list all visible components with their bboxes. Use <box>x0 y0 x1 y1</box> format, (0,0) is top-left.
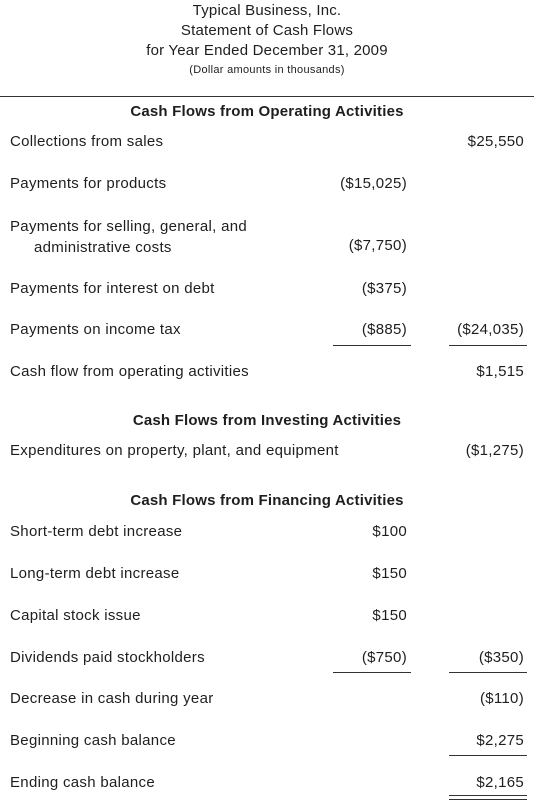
investing-heading: Cash Flows from Investing Activities <box>132 412 402 429</box>
row-label: Payments on income tax <box>10 321 181 338</box>
total-value: $25,550 <box>467 133 524 150</box>
total-value: ($350) <box>478 649 524 666</box>
company-name: Typical Business, Inc. <box>192 2 342 19</box>
detail-value: ($15,025) <box>340 175 407 192</box>
row-label: Capital stock issue <box>10 607 141 624</box>
row-expenditures-ppe <box>0 442 534 464</box>
row-payments-for-products <box>0 175 534 197</box>
row-label: Payments for products <box>10 175 167 192</box>
row-payments-interest-on-debt <box>0 280 534 302</box>
subtotal-rule <box>333 672 411 673</box>
row-short-term-debt-increase <box>0 523 534 545</box>
row-label: Collections from sales <box>10 133 164 150</box>
total-value: $2,275 <box>476 732 524 749</box>
total-value: ($110) <box>479 690 524 707</box>
detail-value: ($750) <box>361 649 407 666</box>
row-beginning-cash-balance <box>0 732 534 754</box>
row-dividends-paid <box>0 649 534 671</box>
row-collections-from-sales <box>0 133 534 155</box>
row-label: Expenditures on property, plant, and equipment <box>10 442 339 459</box>
total-value: ($1,275) <box>465 442 524 459</box>
statement-title: Statement of Cash Flows <box>180 22 354 39</box>
row-label-line1: Payments for selling, general, and <box>10 218 247 235</box>
total-value: $2,165 <box>476 774 524 791</box>
row-label: Short-term debt increase <box>10 523 183 540</box>
detail-value: ($375) <box>361 280 407 297</box>
row-label <box>10 216 247 258</box>
row-label: Long-term debt increase <box>10 565 180 582</box>
row-capital-stock-issue <box>0 607 534 629</box>
row-cash-flow-operating <box>0 363 534 385</box>
subtotal-rule <box>449 345 527 346</box>
subtotal-rule <box>449 672 527 673</box>
header-rule <box>0 96 534 97</box>
subtotal-rule <box>449 755 527 756</box>
detail-value: $150 <box>372 607 407 624</box>
row-label: Decrease in cash during year <box>10 690 214 707</box>
subtotal-rule <box>333 345 411 346</box>
detail-value: $150 <box>372 565 407 582</box>
statement-period: for Year Ended December 31, 2009 <box>146 42 388 59</box>
row-long-term-debt-increase <box>0 565 534 587</box>
operating-heading: Cash Flows from Operating Activities <box>130 103 404 120</box>
row-ending-cash-balance <box>0 774 534 796</box>
row-payments-selling-general-admin <box>0 216 534 260</box>
row-label: Cash flow from operating activities <box>10 363 249 380</box>
row-label: Payments for interest on debt <box>10 280 215 297</box>
grand-total-double-rule <box>449 795 527 800</box>
statement-header <box>0 0 534 79</box>
financing-heading: Cash Flows from Financing Activities <box>130 492 404 509</box>
row-label: Dividends paid stockholders <box>10 649 205 666</box>
detail-value: $100 <box>372 523 407 540</box>
row-payments-on-income-tax <box>0 321 534 343</box>
total-value: ($24,035) <box>457 321 524 338</box>
units-note: (Dollar amounts in thousands) <box>189 64 345 76</box>
detail-value: ($7,750) <box>348 237 407 254</box>
total-value: $1,515 <box>476 363 524 380</box>
detail-value: ($885) <box>361 321 407 338</box>
row-label: Beginning cash balance <box>10 732 176 749</box>
row-label-line2: administrative costs <box>34 239 172 256</box>
row-decrease-in-cash <box>0 690 534 712</box>
row-label: Ending cash balance <box>10 774 155 791</box>
